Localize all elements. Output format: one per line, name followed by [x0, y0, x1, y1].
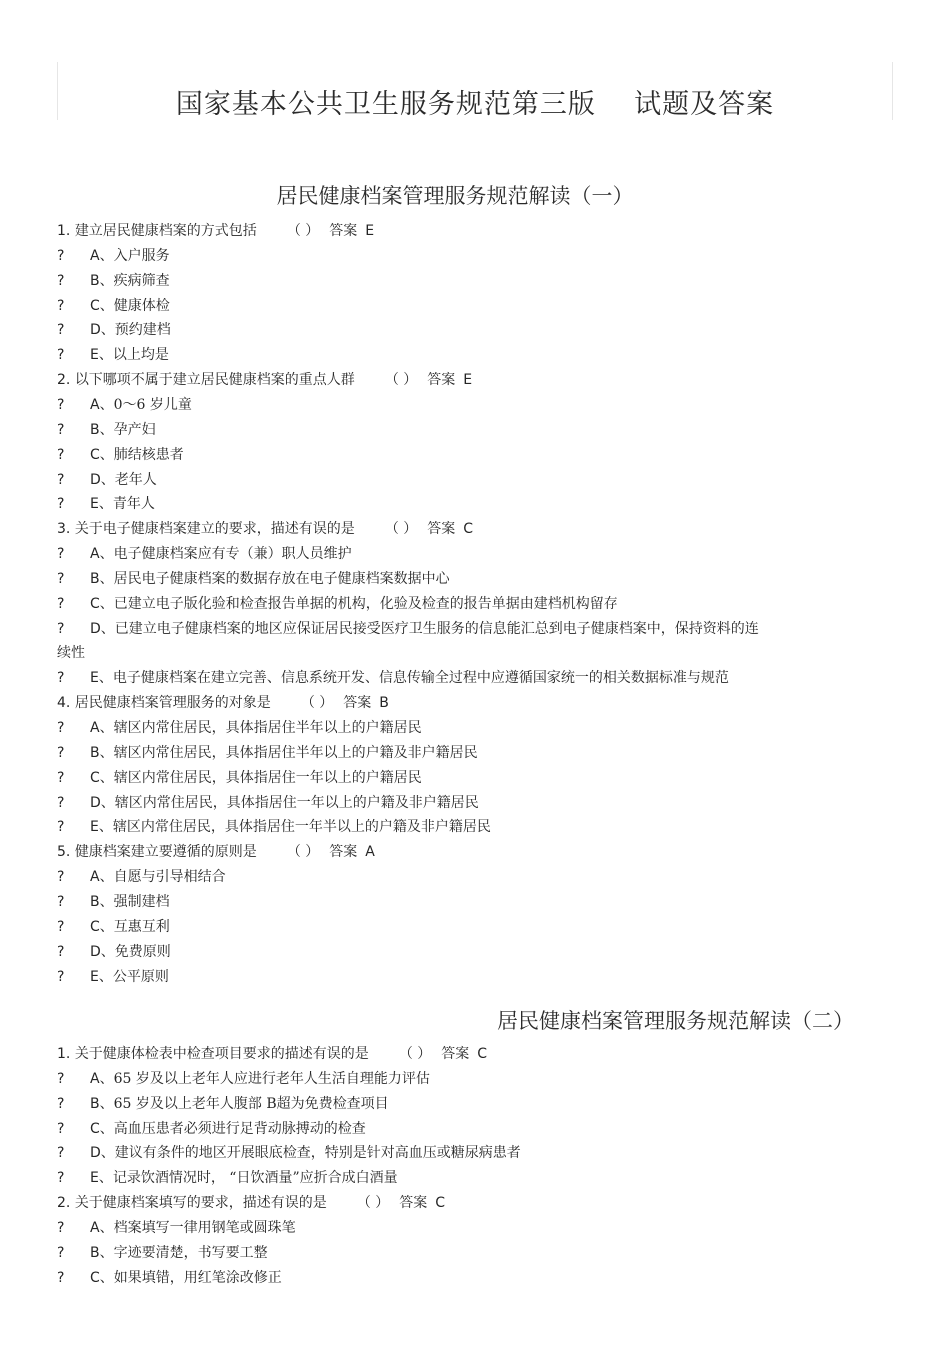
option-line	[57, 594, 618, 614]
question-number: 1.	[57, 223, 71, 239]
question-line	[57, 221, 374, 241]
option-line	[57, 1119, 366, 1139]
option-letter: C、	[90, 596, 114, 612]
option-text: 建议有条件的地区开展眼底检查，特别是针对高血压或糖尿病患者	[114, 1145, 521, 1161]
option-letter: D、	[90, 322, 115, 338]
answer-value: A	[365, 844, 375, 860]
option-bullet: ?	[57, 869, 65, 885]
option-bullet: ?	[57, 248, 65, 264]
option-letter: D、	[90, 472, 115, 488]
option-text: 辖区内常住居民，具体指居住半年以上的户籍居民	[113, 720, 422, 736]
question-text: 健康档案建立要遵循的原则是	[74, 844, 257, 860]
answer-blank: （ ）	[398, 1046, 432, 1062]
option-text: 电子健康档案应有专（兼）职人员维护	[113, 546, 352, 562]
answer-blank: （ ）	[384, 372, 418, 388]
option-text: 高血压患者必须进行足背动脉搏动的检查	[113, 1121, 366, 1137]
option-bullet: ?	[57, 819, 65, 835]
option-line	[57, 1268, 282, 1288]
option-line	[57, 470, 157, 490]
option-text: 0～6 岁儿童	[113, 397, 192, 413]
option-text: 辖区内常住居民，具体指居住半年以上的户籍及非户籍居民	[113, 745, 478, 761]
option-bullet: ?	[57, 919, 65, 935]
answer-blank: （ ）	[286, 844, 320, 860]
answer-value: E	[365, 223, 375, 239]
question-number: 2.	[57, 372, 71, 388]
option-bullet: ?	[57, 397, 65, 413]
option-line	[57, 718, 422, 738]
option-line	[57, 544, 352, 564]
question-line	[57, 842, 375, 862]
option-line	[57, 793, 479, 813]
question-number: 4.	[57, 695, 71, 711]
option-text: 辖区内常住居民，具体指居住一年半以上的户籍及非户籍居民	[112, 819, 491, 835]
answer-blank: （ ）	[356, 1195, 390, 1211]
option-line	[57, 420, 156, 440]
option-text: 健康体检	[113, 298, 170, 314]
option-line	[57, 246, 170, 266]
option-bullet: ?	[57, 795, 65, 811]
option-bullet: ?	[57, 422, 65, 438]
option-text: 如果填错，用红笔涂改修正	[113, 1270, 282, 1286]
option-bullet: ?	[57, 1270, 65, 1286]
answer-label: 答案	[399, 1195, 428, 1211]
document-title: 国家基本公共卫生服务规范第三版 试题及答案	[175, 89, 775, 120]
answer-label: 答案	[343, 695, 372, 711]
answer-blank: （ ）	[286, 223, 320, 239]
option-letter: B、	[90, 571, 114, 587]
answer-label: 答案	[329, 223, 358, 239]
option-line	[57, 395, 192, 415]
question-text: 关于电子健康档案建立的要求，描述有误的是	[74, 521, 355, 537]
option-bullet: ?	[57, 969, 65, 985]
option-text: 65 岁及以上老年人应进行老年人生活自理能力评估	[113, 1071, 430, 1087]
option-line	[57, 494, 155, 514]
option-line	[57, 271, 170, 291]
option-bullet: ?	[57, 720, 65, 736]
question-number: 1.	[57, 1046, 71, 1062]
option-text: 以上均是	[112, 347, 169, 363]
option-bullet: ?	[57, 571, 65, 587]
option-text: 已建立电子版化验和检查报告单据的机构，化验及检查的报告单据由建档机构留存	[113, 596, 618, 612]
option-letter: E、	[90, 1170, 113, 1186]
option-letter: C、	[90, 919, 114, 935]
answer-label: 答案	[427, 372, 456, 388]
option-letter: B、	[90, 894, 114, 910]
option-letter: C、	[90, 1121, 114, 1137]
option-bullet: ?	[57, 1220, 65, 1236]
option-letter: E、	[90, 670, 113, 686]
option-text: 居民电子健康档案的数据存放在电子健康档案数据中心	[113, 571, 450, 587]
question-number: 5.	[57, 844, 71, 860]
option-line	[57, 743, 478, 763]
option-line	[57, 1143, 521, 1163]
option-bullet: ?	[57, 1170, 65, 1186]
option-letter: D、	[90, 1145, 115, 1161]
option-bullet: ?	[57, 1096, 65, 1112]
option-line	[57, 320, 171, 340]
option-line	[57, 917, 170, 937]
option-text: 辖区内常住居民，具体指居住一年以上的户籍居民	[113, 770, 422, 786]
question-number: 3.	[57, 521, 71, 537]
option-letter: A、	[90, 720, 114, 736]
option-bullet: ?	[57, 347, 65, 363]
option-text: 入户服务	[113, 248, 170, 264]
question-text: 关于健康档案填写的要求，描述有误的是	[74, 1195, 327, 1211]
option-letter: E、	[90, 496, 113, 512]
option-bullet: ?	[57, 1245, 65, 1261]
option-line	[57, 892, 170, 912]
option-letter: B、	[90, 745, 114, 761]
option-line	[57, 1218, 296, 1238]
option-bullet: ?	[57, 944, 65, 960]
option-text: 已建立电子健康档案的地区应保证居民接受医疗卫生服务的信息能汇总到电子健康档案中，保持资料的连	[114, 621, 759, 637]
option-letter: A、	[90, 248, 114, 264]
option-text: 疾病筛查	[113, 273, 170, 289]
option-letter: B、	[90, 1245, 114, 1261]
option-letter: C、	[90, 1270, 114, 1286]
option-text: 孕产妇	[113, 422, 156, 438]
option-text: 老年人	[114, 472, 157, 488]
option-line	[57, 668, 729, 688]
option-continuation-text: 续性	[57, 645, 85, 661]
answer-label: 答案	[441, 1046, 470, 1062]
option-text: 肺结核患者	[113, 447, 184, 463]
option-text: 辖区内常住居民，具体指居住一年以上的户籍及非户籍居民	[114, 795, 479, 811]
option-text: 自愿与引导相结合	[113, 869, 226, 885]
option-line	[57, 1069, 430, 1089]
option-line	[57, 296, 170, 316]
option-text: 预约建档	[114, 322, 171, 338]
option-letter: D、	[90, 621, 115, 637]
question-line	[57, 370, 472, 390]
option-bullet: ?	[57, 496, 65, 512]
option-letter: E、	[90, 819, 113, 835]
option-continuation	[57, 643, 85, 663]
option-letter: E、	[90, 969, 113, 985]
question-text: 居民健康档案管理服务的对象是	[74, 695, 271, 711]
section-title: 居民健康档案管理服务规范解读（二）	[497, 1009, 854, 1033]
option-line	[57, 1168, 398, 1188]
option-letter: A、	[90, 1220, 114, 1236]
option-text: 青年人	[112, 496, 155, 512]
option-letter: D、	[90, 795, 115, 811]
option-bullet: ?	[57, 770, 65, 786]
option-bullet: ?	[57, 546, 65, 562]
answer-blank: （ ）	[300, 695, 334, 711]
option-text: 65 岁及以上老年人腹部 B超为免费检查项目	[113, 1096, 389, 1112]
question-text: 建立居民健康档案的方式包括	[74, 223, 257, 239]
answer-value: C	[463, 521, 474, 537]
option-letter: C、	[90, 770, 114, 786]
answer-value: E	[463, 372, 473, 388]
option-line	[57, 967, 169, 987]
option-bullet: ?	[57, 1145, 65, 1161]
option-text: 记录饮酒情况时， “日饮酒量”应折合成白酒量	[112, 1170, 398, 1186]
option-text: 字迹要清楚，书写要工整	[113, 1245, 268, 1261]
question-text: 关于健康体检表中检查项目要求的描述有误的是	[74, 1046, 369, 1062]
option-bullet: ?	[57, 298, 65, 314]
option-bullet: ?	[57, 273, 65, 289]
section-title: 居民健康档案管理服务规范解读（一）	[276, 184, 634, 208]
option-line	[57, 619, 759, 639]
option-bullet: ?	[57, 1071, 65, 1087]
option-bullet: ?	[57, 1121, 65, 1137]
question-number: 2.	[57, 1195, 71, 1211]
option-bullet: ?	[57, 670, 65, 686]
option-line	[57, 1094, 389, 1114]
answer-value: C	[435, 1195, 446, 1211]
option-letter: A、	[90, 1071, 114, 1087]
option-letter: A、	[90, 397, 114, 413]
question-line	[57, 693, 389, 713]
option-letter: E、	[90, 347, 113, 363]
option-letter: C、	[90, 447, 114, 463]
question-line	[57, 519, 473, 539]
option-letter: C、	[90, 298, 114, 314]
option-letter: B、	[90, 273, 114, 289]
option-bullet: ?	[57, 596, 65, 612]
option-letter: B、	[90, 422, 114, 438]
question-line	[57, 1193, 445, 1213]
option-text: 互惠互利	[113, 919, 170, 935]
option-text: 免费原则	[114, 944, 171, 960]
option-line	[57, 867, 226, 887]
option-line	[57, 569, 450, 589]
option-line	[57, 768, 422, 788]
answer-label: 答案	[329, 844, 358, 860]
option-text: 档案填写一律用钢笔或圆珠笔	[113, 1220, 296, 1236]
option-line	[57, 817, 491, 837]
option-text: 强制建档	[113, 894, 170, 910]
option-bullet: ?	[57, 472, 65, 488]
answer-value: C	[477, 1046, 488, 1062]
option-line	[57, 445, 184, 465]
option-bullet: ?	[57, 894, 65, 910]
option-letter: A、	[90, 869, 114, 885]
option-line	[57, 1243, 268, 1263]
option-letter: B、	[90, 1096, 114, 1112]
option-line	[57, 345, 169, 365]
answer-value: B	[379, 695, 389, 711]
option-line	[57, 942, 171, 962]
question-text: 以下哪项不属于建立居民健康档案的重点人群	[74, 372, 355, 388]
answer-blank: （ ）	[384, 521, 418, 537]
question-line	[57, 1044, 487, 1064]
option-text: 公平原则	[112, 969, 169, 985]
answer-label: 答案	[427, 521, 456, 537]
option-bullet: ?	[57, 621, 65, 637]
option-bullet: ?	[57, 745, 65, 761]
option-text: 电子健康档案在建立完善、信息系统开发、信息传输全过程中应遵循国家统一的相关数据标准与规范	[112, 670, 729, 686]
option-bullet: ?	[57, 322, 65, 338]
option-letter: A、	[90, 546, 114, 562]
option-letter: D、	[90, 944, 115, 960]
option-bullet: ?	[57, 447, 65, 463]
